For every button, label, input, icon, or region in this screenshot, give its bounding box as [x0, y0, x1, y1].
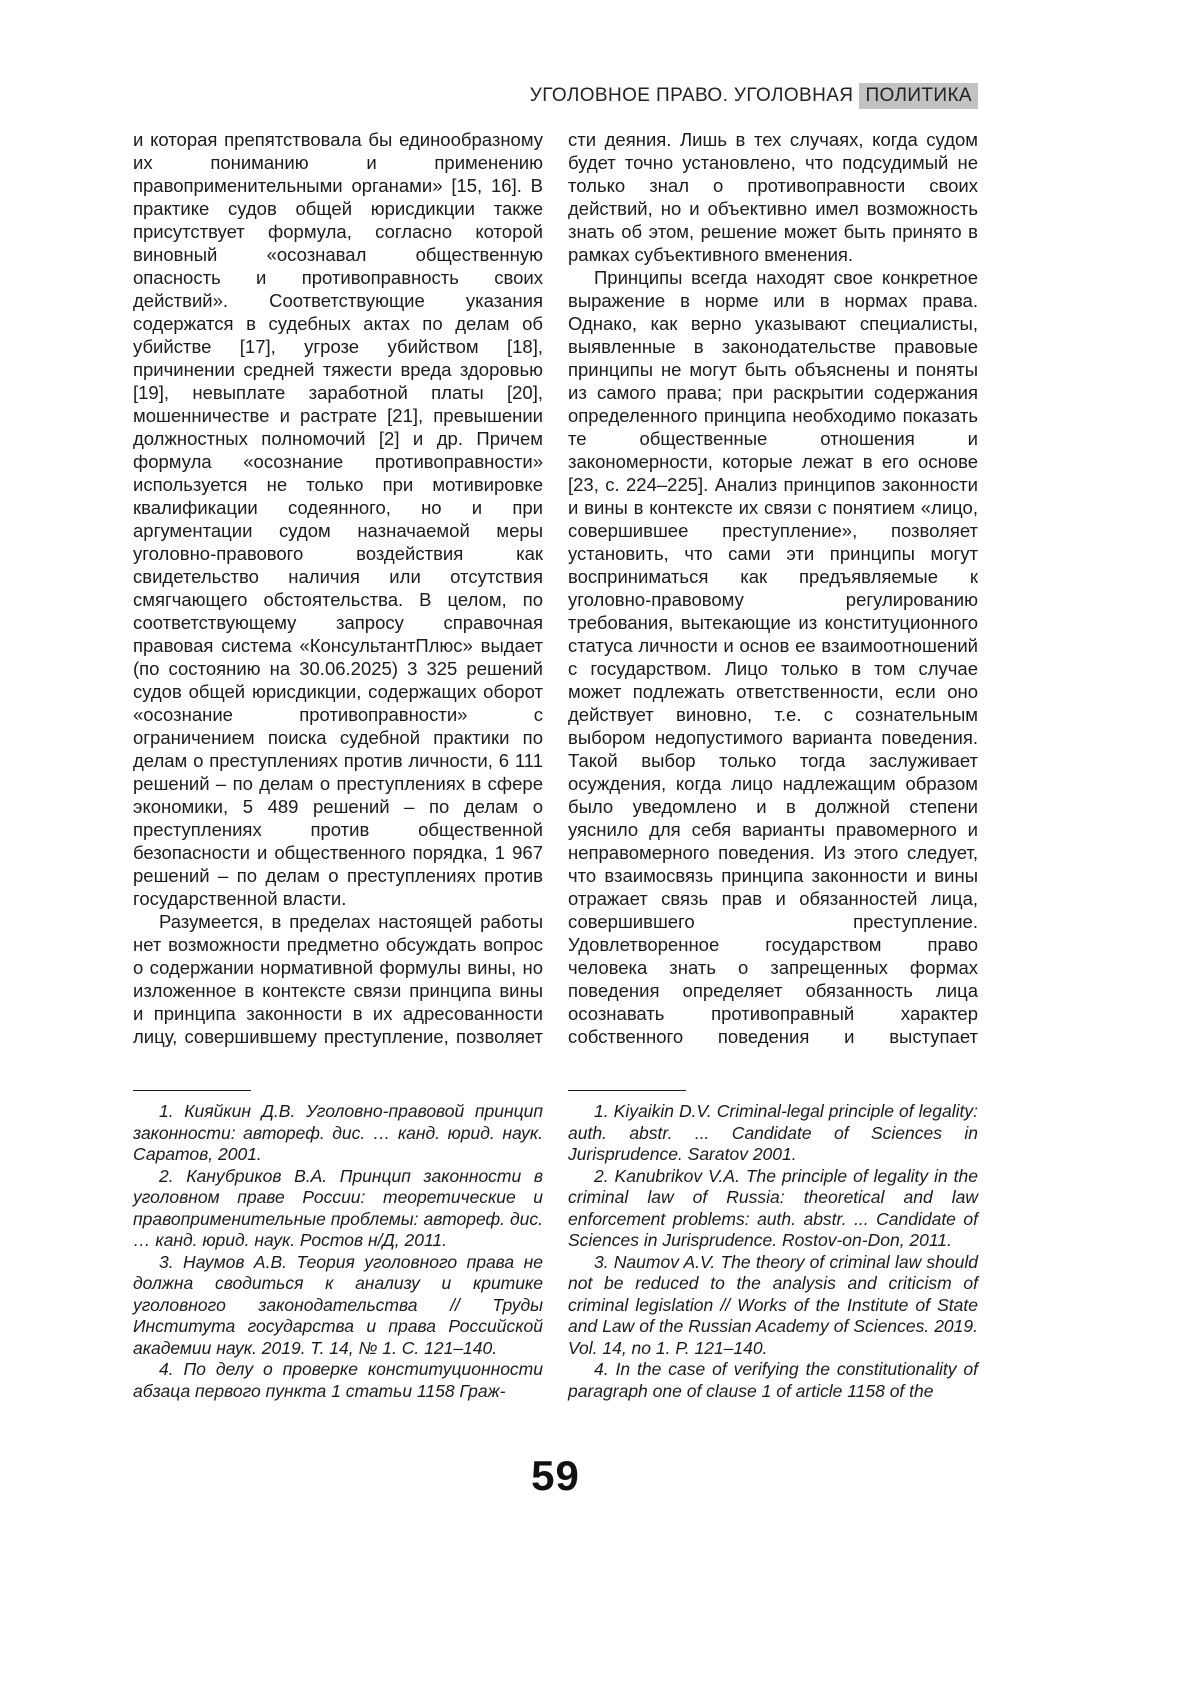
footnote-item: 1. Kiyaikin D.V. Criminal-legal principle of legality: auth. abstr. ... Candidate of Sciences in Jurisprudence. Saratov 2001. [568, 1101, 978, 1164]
running-head-highlight: ПОЛИТИКА [859, 83, 978, 109]
footnote-separator [133, 1090, 251, 1091]
article-body [133, 128, 978, 1050]
body-paragraph: сти деяния. Лишь в тех случаях, когда судом будет точно установлено, что подсудимый не только знал о противоправности своих действий, но и объективно имел возможность знать об этом, решение может быть принято в рамках субъективного вменения. [568, 129, 978, 265]
body-paragraph: Разумеется, в пределах настоящей работы нет возможности предметно обсуждать вопрос о содержании нормативной формулы вины, но изложенное в контексте связи принципа вины и принципа законности в их адресованности лицу, совершившему преступление, позволяет [133, 911, 543, 1047]
footnote-separator [568, 1090, 686, 1091]
footnotes-section [133, 1090, 978, 1402]
body-paragraph: и которая препятствовала бы единообразному их пониманию и применению правоприменительными органами» [15, 16]. В практике судов общей юрисдикции также присутствует формула, согласно которой виновный «осознавал общественную опасность и противоправность своих действий». Соответствующие указания содержатся в судебных актах по делам об убийстве [17], угрозе убийством [18], причинении средней тяжести вреда здоровью [19], невыплате заработной платы [20], мошенничестве и растрате [21], превышении должностных полномочий [2] и др. Причем формула «осознание противоправности» используется не только при мотивировке квалификации содеянного, но и при аргументации судом назначаемой меры уголовно-правового воздействия как свидетельство наличия или отсутствия смягчающего обстоятельства. В целом, по соответствующему запросу справочная правовая система «КонсультантПлюс» выдает (по состоянию на 30.06.2025) 3 325 решений судов общей юрисдикции, содержащих оборот «осознание противоправности» с ограничением поиска судебной практики по делам о преступлениях против личности, 6 111 решений – по делам о преступлениях в сфере экономики, 5 489 решений – по делам о преступлениях против общественной безопасности и общественного порядка, 1 967 решений – по делам о преступлениях против государственной власти. [133, 129, 543, 909]
footnotes-left-column [133, 1090, 543, 1402]
body-paragraph: Принципы всегда находят свое конкретное выражение в норме или в нормах права. Однако, как верно указывают специалисты, выявленные в законодательстве правовые принципы не могут быть объяснены и поняты из самого права; при раскрытии содержания определенного принципа необходимо показать те общественные отношения и закономерности, которые лежат в его основе [23, с. 224–225]. Анализ принципов законности и вины в контексте их связи с понятием «лицо, совершившее преступление», позволяет установить, что сами эти принципы могут восприниматься как предъявляемые к уголовно-правовому регулированию требования, вытекающие из конституционного статуса личности и основ ее взаимоотношений с государством. Лицо только в том случае может подлежать ответственности, если оно действует виновно, т.е. с сознательным выбором недопустимого варианта поведения. Такой выбор только тогда заслуживает осуждения, когда лицо надлежащим образом было уведомлено и в должной степени уяснило для себя варианты правомерного и неправомерного поведения. Из этого следует, что взаимосвязь принципа законности и вины отражает связь прав и обязанностей лица, совершившего преступление. Удовлетворенное государством право человека знать о запрещенных формах поведения определяет обязанность лица осознавать противоправный характер собственного поведения и выступает [568, 267, 978, 1047]
footnote-item: 4. In the case of verifying the constitutionality of paragraph one of clause 1 of article 1158 of the [568, 1359, 978, 1401]
running-head-text: УГОЛОВНОЕ ПРАВО. УГОЛОВНАЯ [529, 85, 854, 106]
footnote-item: 3. Наумов А.В. Теория уголовного права не должна сводиться к анализу и критике уголовного законодательства // Труды Института государства и права Российской академии наук. 2019. Т. 14, № 1. С. 121–140. [133, 1251, 543, 1358]
footnote-item: 2. Kanubrikov V.A. The principle of legality in the criminal law of Russia: theoretical and law enforcement problems: auth. abstr. ... Candidate of Sciences in Jurisprudence. Rostov-on-Don, 2011. [568, 1165, 978, 1250]
footnote-item: 3. Naumov A.V. The theory of criminal law should not be reduced to the analysis and criticism of criminal legislation // Works of the Institute of State and Law of the Russian Academy of Sciences. 2019. Vol. 14, no 1. P. 121–140. [568, 1251, 978, 1358]
left-column [133, 128, 543, 1050]
running-head [133, 84, 978, 108]
footnote-item: 4. По делу о проверке конституционности абзаца первого пункта 1 статьи 1158 Граж- [133, 1359, 543, 1401]
footnote-item: 2. Канубриков В.А. Принцип законности в уголовном праве России: теоретические и правоприменительные проблемы: автореф. дис. … канд. юрид. наук. Ростов н/Д, 2011. [133, 1165, 543, 1250]
right-column [568, 128, 978, 1050]
footnote-item: 1. Кияйкин Д.В. Уголовно-правовой принцип законности: автореф. дис. … канд. юрид. наук. Саратов, 2001. [133, 1101, 543, 1164]
footnotes-right-column [568, 1090, 978, 1402]
page-number: 59 [531, 1452, 580, 1499]
